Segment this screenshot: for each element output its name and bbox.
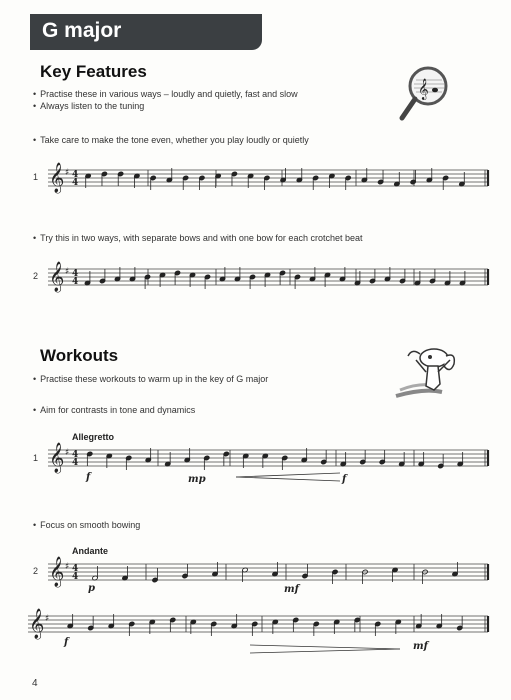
workouts-bullet-1: • Practise these workouts to warm up in the key of G major xyxy=(33,374,268,384)
crescendo-hairpin xyxy=(236,472,340,482)
time-signature-bottom: 4 xyxy=(72,458,79,468)
music-staff-key-features-1 xyxy=(0,164,511,192)
key-signature-sharp: ♯ xyxy=(65,562,70,572)
workout-number-1: 1 xyxy=(33,453,39,463)
cartoon-character-icon xyxy=(394,346,472,404)
music-staff-workout-2-continued xyxy=(0,610,511,638)
time-signature-bottom: 4 xyxy=(72,178,79,188)
key-feature-bullet-1: • Practise these in various ways – loudly and quietly, fast and slow xyxy=(33,89,298,99)
time-signature-bottom: 4 xyxy=(72,572,79,582)
music-staff-workout-1 xyxy=(0,444,511,472)
key-signature-sharp: ♯ xyxy=(65,448,70,458)
page-title: G major xyxy=(42,19,122,42)
workout-number-2: 2 xyxy=(33,566,39,576)
exercise-number-2: 2 xyxy=(33,271,39,281)
treble-clef-icon: 𝄞 xyxy=(49,163,65,193)
exercise-number-1: 1 xyxy=(33,172,39,182)
workouts-bullet-2: • Aim for contrasts in tone and dynamics xyxy=(33,405,195,415)
treble-clef-icon: 𝄞 xyxy=(49,262,65,292)
key-signature-sharp: ♯ xyxy=(65,168,70,178)
dynamic-marking-mp: mp xyxy=(188,474,206,485)
page-number: 4 xyxy=(32,678,38,689)
dynamic-marking-mf-2: mf xyxy=(413,641,428,652)
tempo-marking-andante: Andante xyxy=(72,546,108,556)
key-signature-sharp: ♯ xyxy=(45,614,50,624)
key-features-heading: Key Features xyxy=(40,62,147,81)
treble-clef-icon: 𝄞 xyxy=(29,609,45,639)
time-signature-top: 4 xyxy=(72,450,79,460)
dynamic-marking-f-2: f xyxy=(342,474,347,485)
diminuendo-hairpin xyxy=(250,644,400,654)
time-signature-top: 4 xyxy=(72,170,79,180)
dynamic-marking-f-3: f xyxy=(64,637,69,648)
treble-clef-icon: 𝄞 xyxy=(49,557,65,587)
key-feature-bullet-4: • Try this in two ways, with separate bows and with one bow for each crotchet beat xyxy=(33,233,362,243)
dynamic-marking-mf: mf xyxy=(284,584,299,595)
magnifier-treble-clef-icon xyxy=(398,64,452,126)
key-feature-bullet-2: • Always listen to the tuning xyxy=(33,101,144,111)
svg-text:𝄞: 𝄞 xyxy=(418,79,429,100)
dynamic-marking-f: f xyxy=(86,472,91,483)
workouts-heading: Workouts xyxy=(40,346,119,365)
dynamic-marking-p: p xyxy=(88,583,95,594)
music-staff-workout-2 xyxy=(0,558,511,586)
workouts-bullet-3: • Focus on smooth bowing xyxy=(33,520,140,530)
tempo-marking-allegretto: Allegretto xyxy=(72,432,115,442)
time-signature-bottom: 4 xyxy=(72,277,79,287)
key-feature-bullet-3: • Take care to make the tone even, whether you play loudly or quietly xyxy=(33,135,309,145)
time-signature-top: 4 xyxy=(72,564,79,574)
page-title-bar xyxy=(30,14,262,50)
treble-clef-icon: 𝄞 xyxy=(49,443,65,473)
key-signature-sharp: ♯ xyxy=(65,267,70,277)
time-signature-top: 4 xyxy=(72,269,79,279)
music-staff-key-features-2 xyxy=(0,263,511,291)
